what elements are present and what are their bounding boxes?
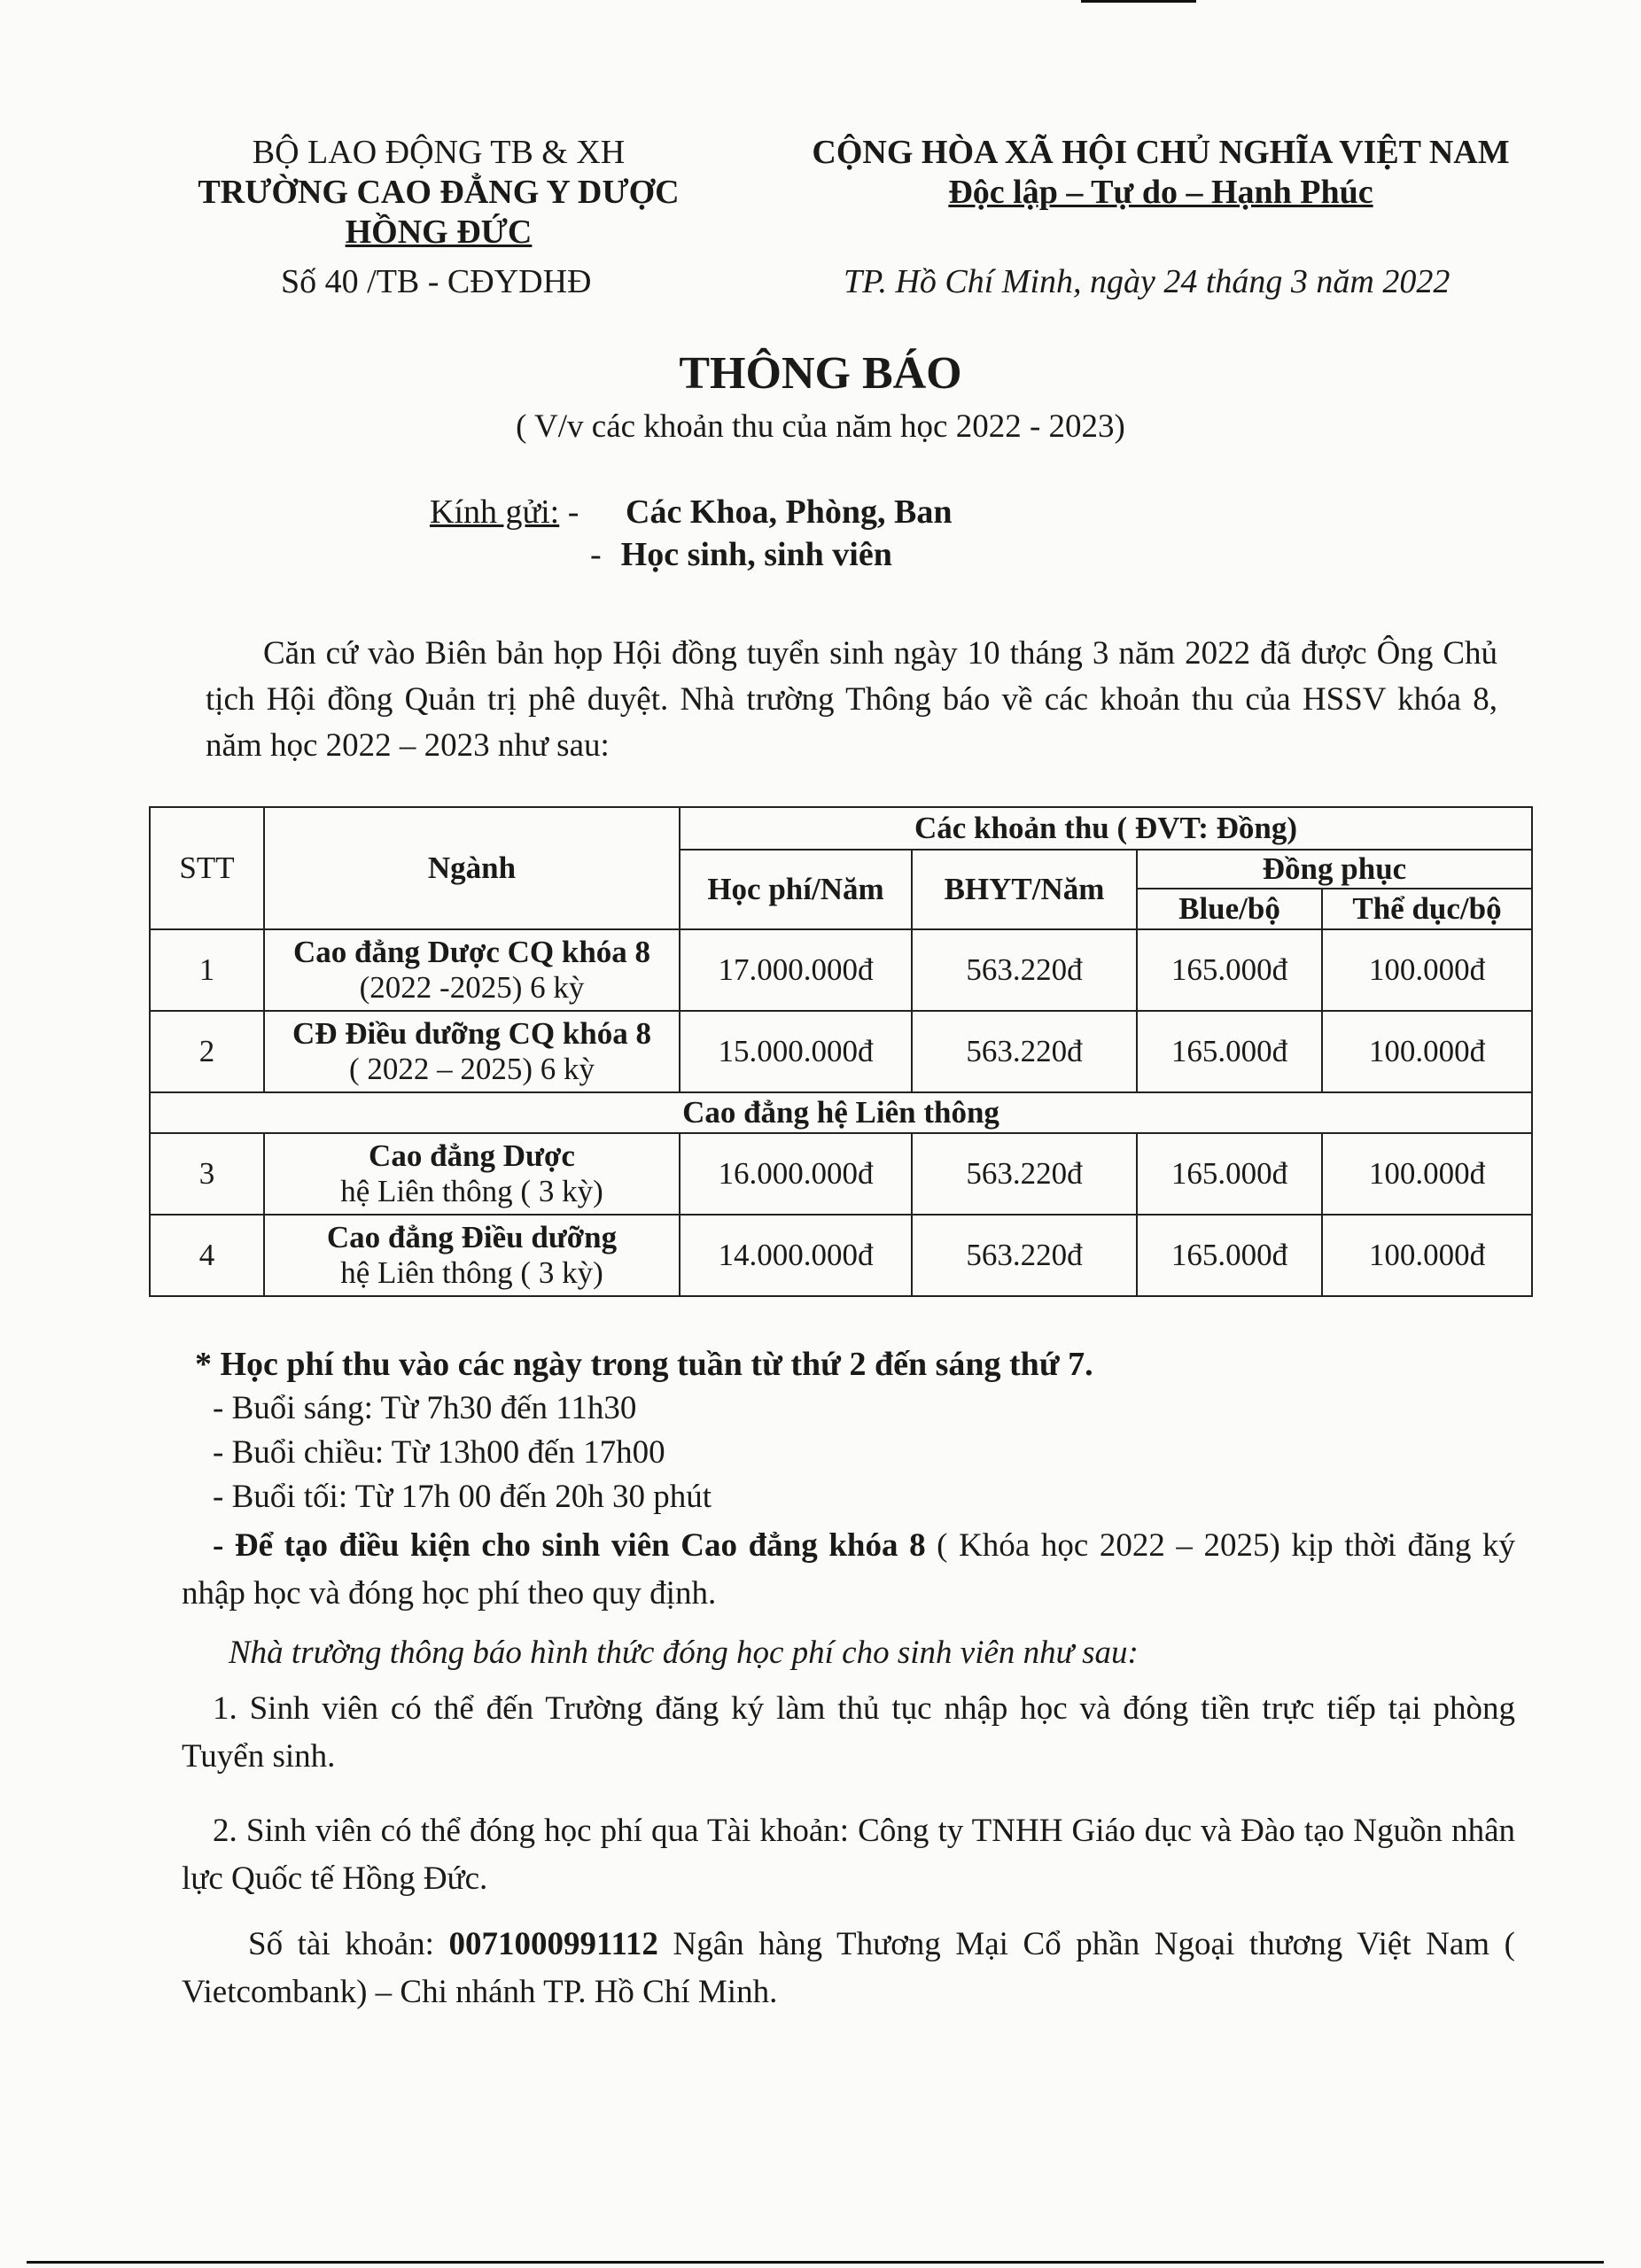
cell-tuition: 17.000.000đ <box>680 929 912 1011</box>
cell-stt: 3 <box>150 1133 264 1215</box>
cell-blue: 165.000đ <box>1137 1011 1322 1092</box>
table-row <box>150 929 1532 1011</box>
header-fees: Các khoản thu ( ĐVT: Đồng) <box>680 807 1532 850</box>
header-pe: Thể dục/bộ <box>1322 889 1532 929</box>
major-detail: hệ Liên thông ( 3 kỳ) <box>340 1174 603 1208</box>
account-info <box>182 1921 1515 2016</box>
major-name: Cao đẳng Dược <box>369 1138 575 1173</box>
recipient-2-text: Học sinh, sinh viên <box>620 536 892 573</box>
schedule-evening: - Buổi tối: Từ 17h 00 đến 20h 30 phút <box>213 1479 712 1515</box>
cell-blue: 165.000đ <box>1137 1215 1322 1296</box>
payment-item-1: 1. Sinh viên có thể đến Trường đăng ký làm thủ tục nhập học và đóng tiền trực tiếp tại phòng Tuyển sinh. <box>182 1690 1515 1775</box>
cell-pe: 100.000đ <box>1322 1011 1532 1092</box>
schedule-note-bold: - Để tạo điều kiện cho sinh viên Cao đẳng khóa 8 <box>213 1527 926 1564</box>
cell-stt: 1 <box>150 929 264 1011</box>
table-row <box>150 1133 1532 1215</box>
intro-paragraph: Căn cứ vào Biên bản họp Hội đồng tuyển sinh ngày 10 tháng 3 năm 2022 đã được Ông Chủ tịch Hội đồng Quản trị phê duyệt. Nhà trường Thông báo về các khoản thu của HSSV khóa 8, năm học 2022 – 2023 như sau: <box>206 635 1497 764</box>
cell-pe: 100.000đ <box>1322 1133 1532 1215</box>
scan-edge-mark <box>1081 0 1196 3</box>
recipient-2 <box>590 535 892 574</box>
header-stt: STT <box>150 807 264 929</box>
schedule-morning: - Buổi sáng: Từ 7h30 đến 11h30 <box>213 1390 637 1426</box>
major-name: Cao đẳng Điều dưỡng <box>326 1220 618 1254</box>
place-date: TP. Hồ Chí Minh, ngày 24 tháng 3 năm 2022 <box>844 263 1450 300</box>
cell-stt: 4 <box>150 1215 264 1296</box>
major-detail: hệ Liên thông ( 3 kỳ) <box>340 1255 603 1290</box>
major-detail: (2022 -2025) 6 kỳ <box>359 970 585 1005</box>
schedule-note-rest: ( Khóa học 2022 – 2025) kịp thời đăng ký nhập học và đóng học phí theo quy định. <box>182 1527 1515 1612</box>
scan-edge-mark <box>27 2261 1604 2264</box>
document-subtitle: ( V/v các khoản thu của năm học 2022 - 2023) <box>516 408 1125 445</box>
cell-blue: 165.000đ <box>1137 1133 1322 1215</box>
table-row <box>150 1215 1532 1296</box>
header-uniform: Đồng phục <box>1137 850 1532 889</box>
table-row <box>150 1011 1532 1092</box>
cell-tuition: 16.000.000đ <box>680 1133 912 1215</box>
recipient-dash: - <box>590 536 602 573</box>
cell-major <box>264 1215 680 1296</box>
major-name: Cao đẳng Dược CQ khóa 8 <box>292 935 651 969</box>
header-blue: Blue/bộ <box>1137 889 1322 929</box>
cell-bhyt: 563.220đ <box>912 1133 1137 1215</box>
cell-blue: 165.000đ <box>1137 929 1322 1011</box>
cell-pe: 100.000đ <box>1322 1215 1532 1296</box>
issuer-block <box>151 133 727 252</box>
nation-motto: Độc lập – Tự do – Hạnh Phúc <box>948 174 1373 211</box>
cell-bhyt: 563.220đ <box>912 1011 1137 1092</box>
schedule-note <box>182 1522 1515 1618</box>
schedule-afternoon: - Buổi chiều: Từ 13h00 đến 17h00 <box>213 1434 665 1471</box>
school-name: TRƯỜNG CAO ĐẲNG Y DƯỢC <box>198 174 680 211</box>
header-tuition: Học phí/Năm <box>680 850 912 929</box>
account-bank: Ngân hàng Thương Mại Cổ phần Ngoại thương Việt Nam ( Vietcombank) – Chi nhánh TP. Hồ Chí Minh. <box>182 1926 1515 2010</box>
cell-pe: 100.000đ <box>1322 929 1532 1011</box>
schedule-heading: * Học phí thu vào các ngày trong tuần từ thứ 2 đến sáng thứ 7. <box>195 1346 1093 1383</box>
cell-major <box>264 1011 680 1092</box>
major-name: CĐ Điều dưỡng CQ khóa 8 <box>292 1016 652 1051</box>
header-major: Ngành <box>264 807 680 929</box>
school-name-line2: HỒNG ĐỨC <box>345 214 533 251</box>
document-title: THÔNG BÁO <box>679 348 962 399</box>
major-detail: ( 2022 – 2025) 6 kỳ <box>348 1052 595 1086</box>
nation-block <box>762 133 1559 213</box>
recipients-label-text: Kính gửi: <box>430 493 560 531</box>
cell-stt: 2 <box>150 1011 264 1092</box>
nation-title: CỘNG HÒA XÃ HỘI CHỦ NGHĨA VIỆT NAM <box>812 134 1510 171</box>
account-number: 0071000991112 <box>448 1926 658 1962</box>
cell-bhyt: 563.220đ <box>912 929 1137 1011</box>
recipient-1: Các Khoa, Phòng, Ban <box>626 493 953 531</box>
cell-tuition: 15.000.000đ <box>680 1011 912 1092</box>
recipients-dash: - <box>567 493 579 531</box>
account-label: Số tài khoản: <box>248 1926 449 1962</box>
header-bhyt: BHYT/Năm <box>912 850 1137 929</box>
cell-bhyt: 563.220đ <box>912 1215 1137 1296</box>
fee-table <box>149 806 1533 1297</box>
payment-item-2: 2. Sinh viên có thể đóng học phí qua Tài khoản: Công ty TNHH Giáo dục và Đào tạo Nguồn nhân lực Quốc tế Hồng Đức. <box>182 1813 1515 1897</box>
cell-major <box>264 929 680 1011</box>
cell-tuition: 14.000.000đ <box>680 1215 912 1296</box>
payment-heading: Nhà trường thông báo hình thức đóng học phí cho sinh viên như sau: <box>229 1635 1139 1671</box>
ministry-name: BỘ LAO ĐỘNG TB & XH <box>252 134 626 171</box>
section-row: Cao đẳng hệ Liên thông <box>150 1092 1532 1133</box>
recipients-label <box>430 493 579 532</box>
document-number: Số 40 /TB - CĐYDHĐ <box>281 263 592 300</box>
cell-major <box>264 1133 680 1215</box>
